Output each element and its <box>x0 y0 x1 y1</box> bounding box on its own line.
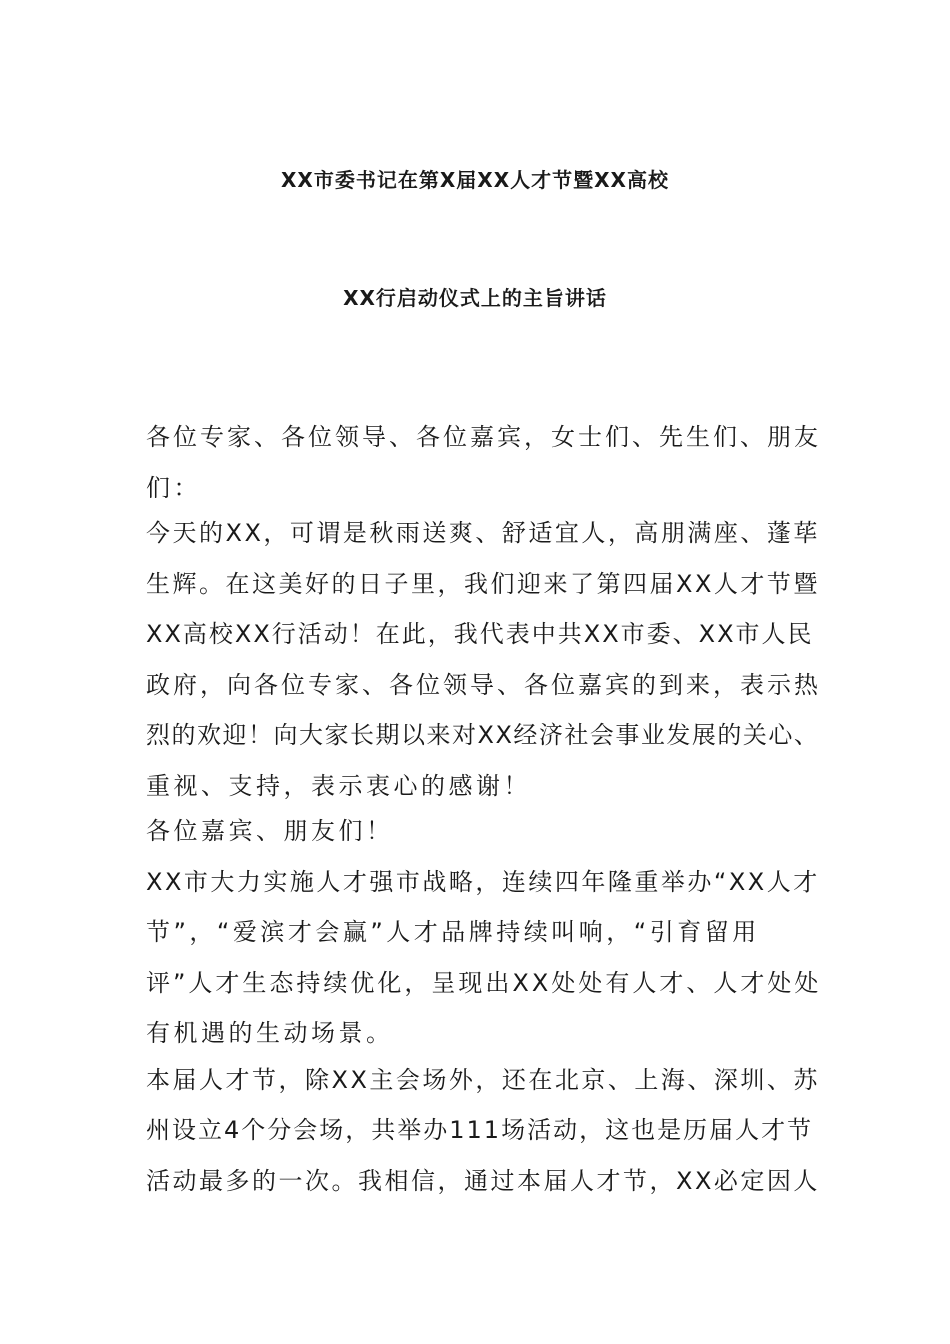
document-title-line-1: XX市委书记在第X届XX人才节暨XX高校 <box>281 168 669 192</box>
body-line: 州设立4个分会场，共举办111场活动，这也是历届人才节 <box>146 1116 814 1144</box>
body-line: 节”，“爱滨才会赢”人才品牌持续叫响，“引育留用 <box>146 918 760 946</box>
body-line: 各位专家、各位领导、各位嘉宾，女士们、先生们、朋友 <box>146 423 821 451</box>
body-line: 各位嘉宾、朋友们！ <box>146 817 394 845</box>
document-title-line-2: XX行启动仪式上的主旨讲话 <box>343 286 607 310</box>
body-line: 重视、支持，表示衷心的感谢！ <box>146 772 531 800</box>
body-line: 生辉。在这美好的日子里，我们迎来了第四届XX人才节暨 <box>146 570 820 598</box>
body-line: 政府，向各位专家、各位领导、各位嘉宾的到来，表示热 <box>146 671 821 699</box>
body-line: 本届人才节，除XX主会场外，还在北京、上海、深圳、苏 <box>146 1066 820 1094</box>
body-line: XX市大力实施人才强市战略，连续四年隆重举办“XX人才 <box>146 868 820 896</box>
body-line: 烈的欢迎！向大家长期以来对XX经济社会事业发展的关心、 <box>146 721 820 749</box>
body-line: 们： <box>146 474 201 502</box>
body-line: 评”人才生态持续优化，呈现出XX处处有人才、人才处处 <box>146 969 822 997</box>
body-line: 今天的XX，可谓是秋雨送爽、舒适宜人，高朋满座、蓬荜 <box>146 519 820 547</box>
body-line: XX高校XX行活动！在此，我代表中共XX市委、XX市人民 <box>146 620 814 648</box>
body-line: 有机遇的生动场景。 <box>146 1019 394 1047</box>
body-line: 活动最多的一次。我相信，通过本届人才节，XX必定因人 <box>146 1167 820 1195</box>
